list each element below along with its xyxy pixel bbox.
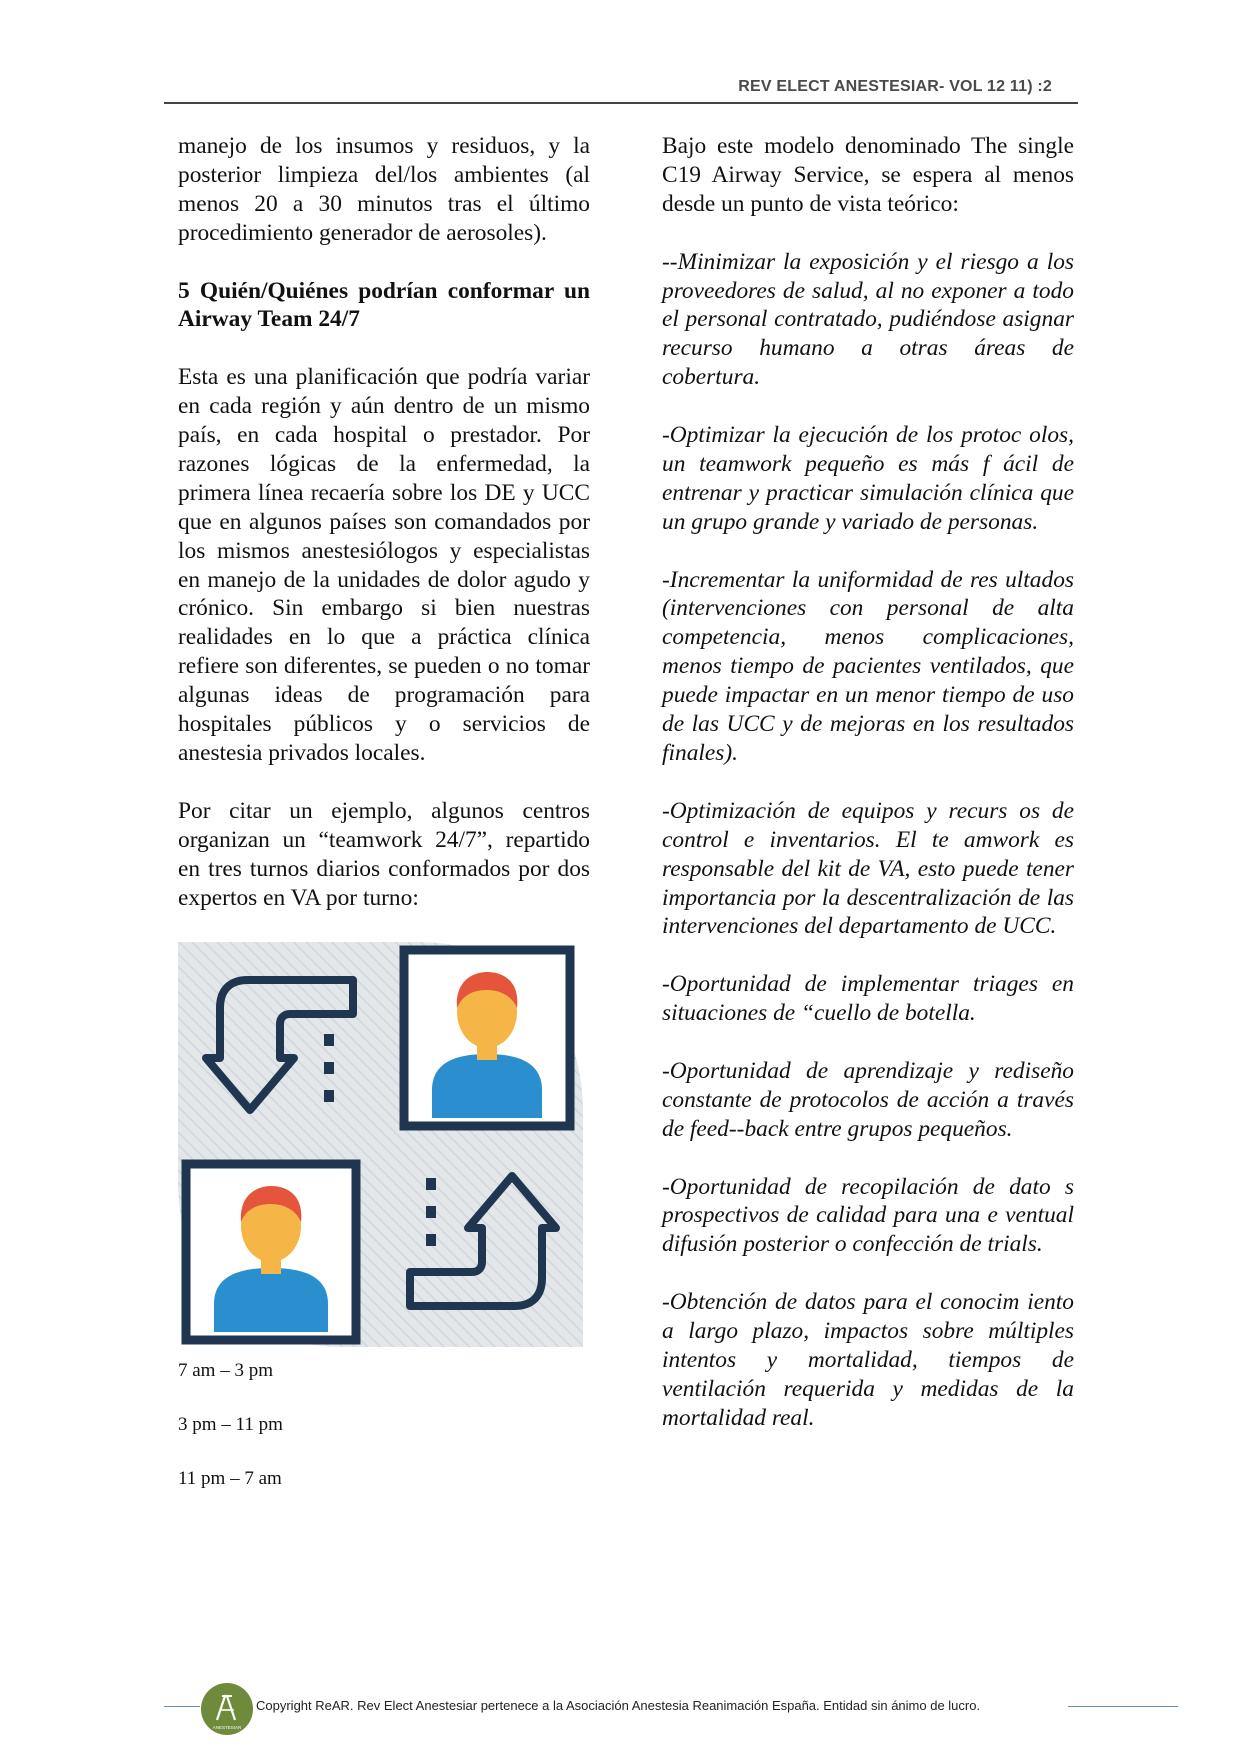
anestesiar-logo-icon (200, 1682, 254, 1736)
list-item: -Oportunidad de recopilación de dato s prospectivos de calidad para una e ventual difusión posterior o confección de trials. (662, 1173, 1074, 1258)
running-title: REV ELECT ANESTESIAR- VOL 12 11) :2 (738, 78, 1052, 95)
list-item: -Incrementar la uniformidad de res ultados (intervenciones con personal de alta competencia, menos complicaciones, menos tiempo de pacientes ventilados, que puede impactar en un menor tiempo de uso de las UCC y de mejoras en los resultados finales). (662, 566, 1074, 766)
list-item: -Optimización de equipos y recurs os de control e inventarios. El te amwork es responsable del kit de VA, esto puede tener importancia por la descentralización de las intervenciones del departamento de UCC. (662, 797, 1074, 940)
shift-item: 7 am – 3 pm (178, 1360, 273, 1382)
list-item: -Oportunidad de aprendizaje y rediseño constante de protocolos de acción a través de feed--back entre grupos pequeños. (662, 1057, 1074, 1142)
paragraph: Por citar un ejemplo, algunos centros organizan un “teamwork 24/7”, repartido en tres turnos diarios conformados por dos expertos en VA por turno: (178, 797, 590, 911)
copyright-notice: Copyright ReAR. Rev Elect Anestesiar pertenece a la Asociación Anestesia Reanimación España. Entidad sin ánimo de lucro. (256, 1698, 981, 1713)
footer-rule-right (1068, 1706, 1178, 1707)
paragraph: Esta es una planificación que podría variar en cada región y aún dentro de un mismo país, en cada hospital o prestador. Por razones lógicas de la enfermedad, la primera línea recaería sobre los DE y UCC que en algunos países son comandados por los mismos anestesiólogos y especialistas en manejo de la unidades de dolor agudo y crónico. Sin embargo si bien nuestras realidades en lo que a práctica clínica refiere son diferentes, se pueden o no tomar algunas ideas de programación para hospitales públicos y o servicios de anestesia privados locales. (178, 364, 590, 766)
list-item: -Obtención de datos para el conocim iento a largo plazo, impactos sobre múltiples intentos y mortalidad, tiempos de ventilación requerida y medidas de la mortalidad real. (662, 1289, 1074, 1431)
person-frame-top-right (404, 950, 570, 1126)
footer-rule-left (164, 1706, 200, 1707)
paragraph: Bajo este modelo denominado The single C19 Airway Service, se espera al menos desde un punto de vista teórico: (662, 133, 1074, 217)
list-item: -Optimizar la ejecución de los protoc olos, un teamwork pequeño es más f ácil de entrenar y practicar simulación clínica que un grupo grande y variado de personas. (662, 422, 1074, 535)
list-item: -Oportunidad de implementar triages en situaciones de “cuello de botella. (662, 971, 1074, 1027)
section-heading: 5 Quién/Quiénes podrían conformar un Airway Team 24/7 (178, 277, 590, 333)
dots-top (324, 1034, 334, 1102)
page-header (164, 78, 1078, 104)
shift-item: 3 pm – 11 pm (178, 1414, 283, 1436)
paragraph: manejo de los insumos y residuos, y la posterior limpieza del/los ambientes (al menos 20 a 30 minutos tras el último procedimiento generador de aerosoles). (178, 133, 590, 246)
svg-text:ANESTESIAR: ANESTESIAR (212, 1725, 242, 1730)
page-footer (0, 1676, 1240, 1736)
shift-swap-graphic (178, 942, 583, 1347)
teamwork-shift-illustration (178, 942, 583, 1347)
dots-bottom (426, 1178, 436, 1246)
left-column (178, 132, 590, 1521)
list-item: --Minimizar la exposición y el riesgo a los proveedores de salud, al no exponer a todo el personal contratado, pudiéndose asignar recurso humano a otras áreas de cobertura. (662, 248, 1074, 391)
person-frame-bottom-left (186, 1164, 356, 1340)
right-column (662, 132, 1074, 1433)
shift-item: 11 pm – 7 am (178, 1468, 282, 1490)
